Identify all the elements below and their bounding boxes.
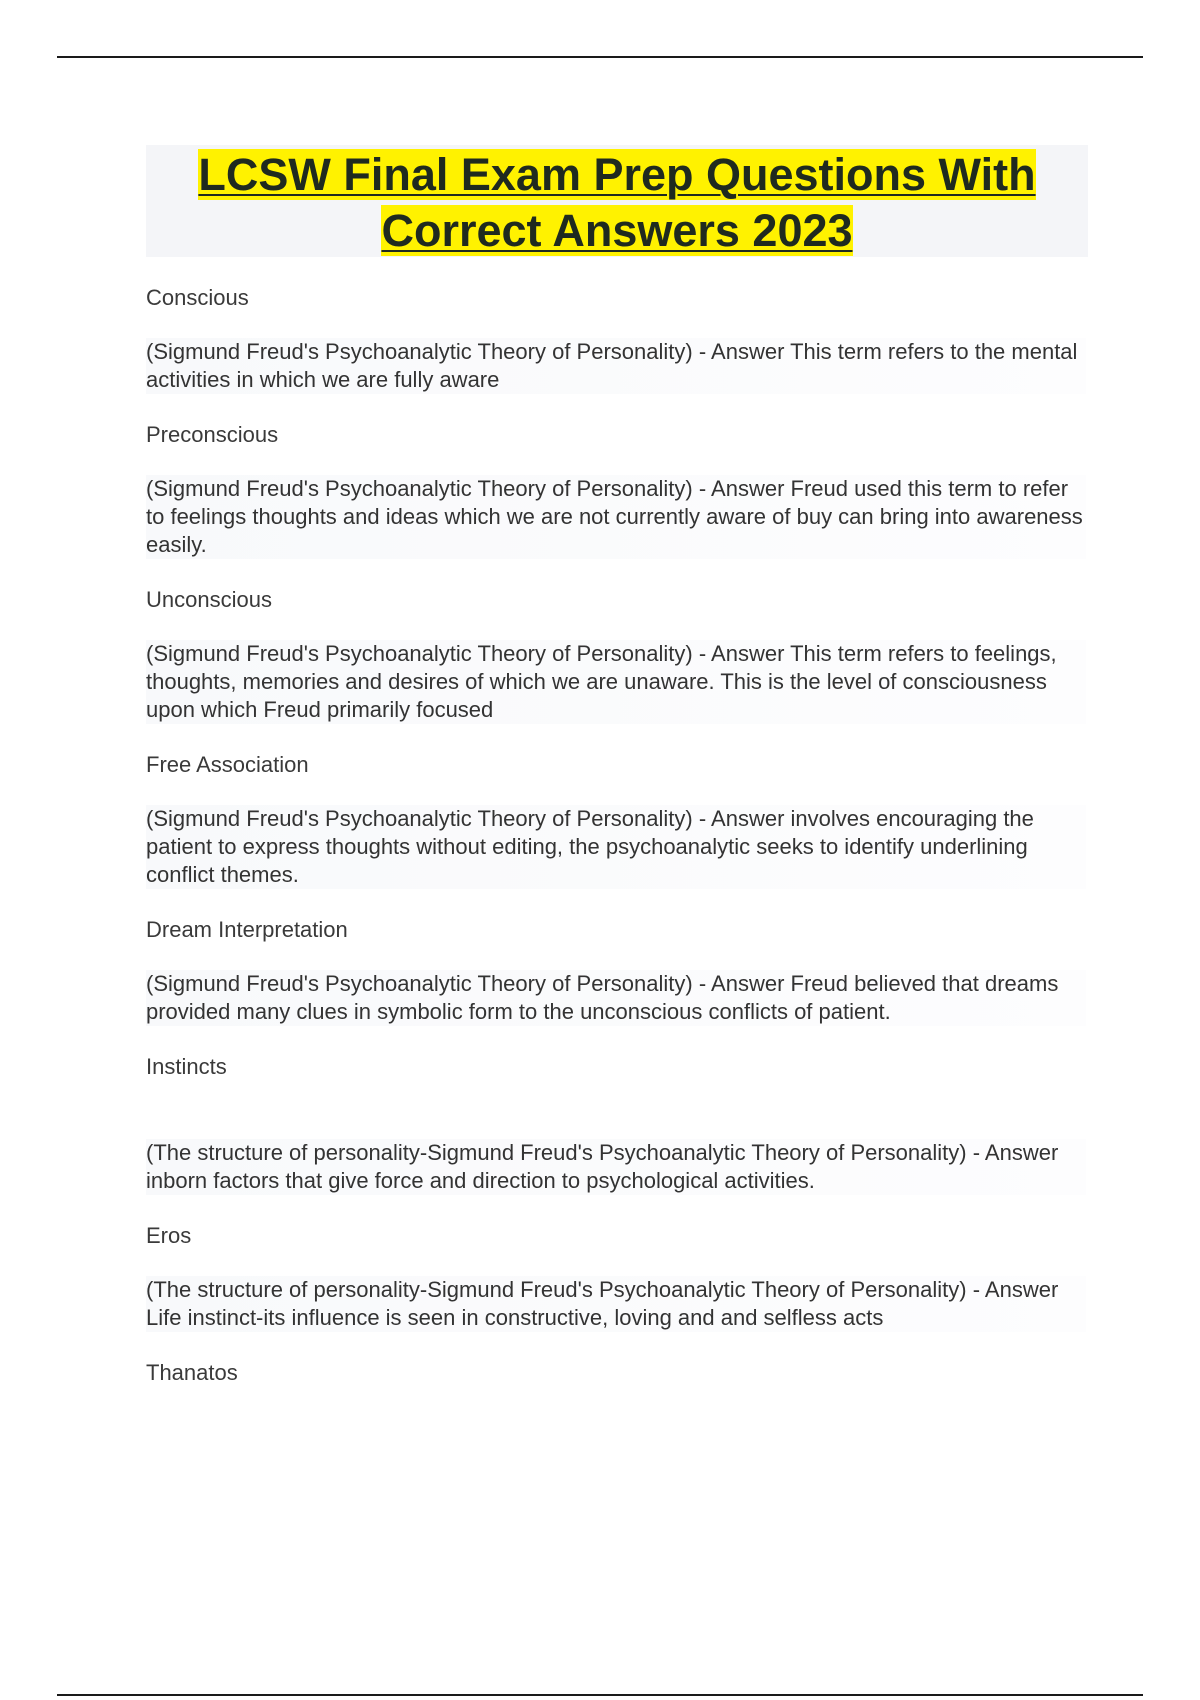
answer-dream-interpretation: (Sigmund Freud's Psychoanalytic Theory of Personality) - Answer Freud believed that dreams provided many clues in symbolic form to the unconscious conflicts of patient. <box>146 970 1086 1026</box>
term-eros: Eros <box>146 1223 192 1248</box>
term-instincts: Instincts <box>146 1054 227 1079</box>
document-title <box>146 145 1088 259</box>
answer-preconscious: (Sigmund Freud's Psychoanalytic Theory of Personality) - Answer Freud used this term to refer to feelings thoughts and ideas which we are not currently aware of buy can bring into awareness easily. <box>146 475 1086 559</box>
answer-unconscious: (Sigmund Freud's Psychoanalytic Theory of Personality) - Answer This term refers to feelings, thoughts, memories and desires of which we are unaware. This is the level of consciousness upon which Freud primarily focused <box>146 640 1086 724</box>
document-title-line-2: Correct Answers 2023 <box>381 205 853 256</box>
term-preconscious: Preconscious <box>146 422 279 447</box>
term-conscious: Conscious <box>146 285 249 310</box>
term-unconscious: Unconscious <box>146 587 272 612</box>
top-rule <box>57 56 1143 58</box>
term-free-association: Free Association <box>146 752 309 777</box>
term-dream-interpretation: Dream Interpretation <box>146 917 348 942</box>
qa-list <box>146 284 1086 1413</box>
bottom-rule <box>57 1694 1143 1696</box>
answer-instincts: (The structure of personality-Sigmund Freud's Psychoanalytic Theory of Personality) - Answer inborn factors that give force and direction to psychological activities. <box>146 1139 1086 1195</box>
answer-conscious: (Sigmund Freud's Psychoanalytic Theory of Personality) - Answer This term refers to the mental activities in which we are fully aware <box>146 338 1086 394</box>
title-block <box>146 145 1088 257</box>
answer-free-association: (Sigmund Freud's Psychoanalytic Theory of Personality) - Answer involves encouraging the patient to express thoughts without editing, the psychoanalytic seeks to identify underlining conflict themes. <box>146 805 1086 889</box>
answer-eros: (The structure of personality-Sigmund Freud's Psychoanalytic Theory of Personality) - Answer Life instinct-its influence is seen in constructive, loving and and selfless acts <box>146 1276 1086 1332</box>
document-title-line-1: LCSW Final Exam Prep Questions With <box>198 149 1036 200</box>
term-thanatos: Thanatos <box>146 1360 238 1385</box>
